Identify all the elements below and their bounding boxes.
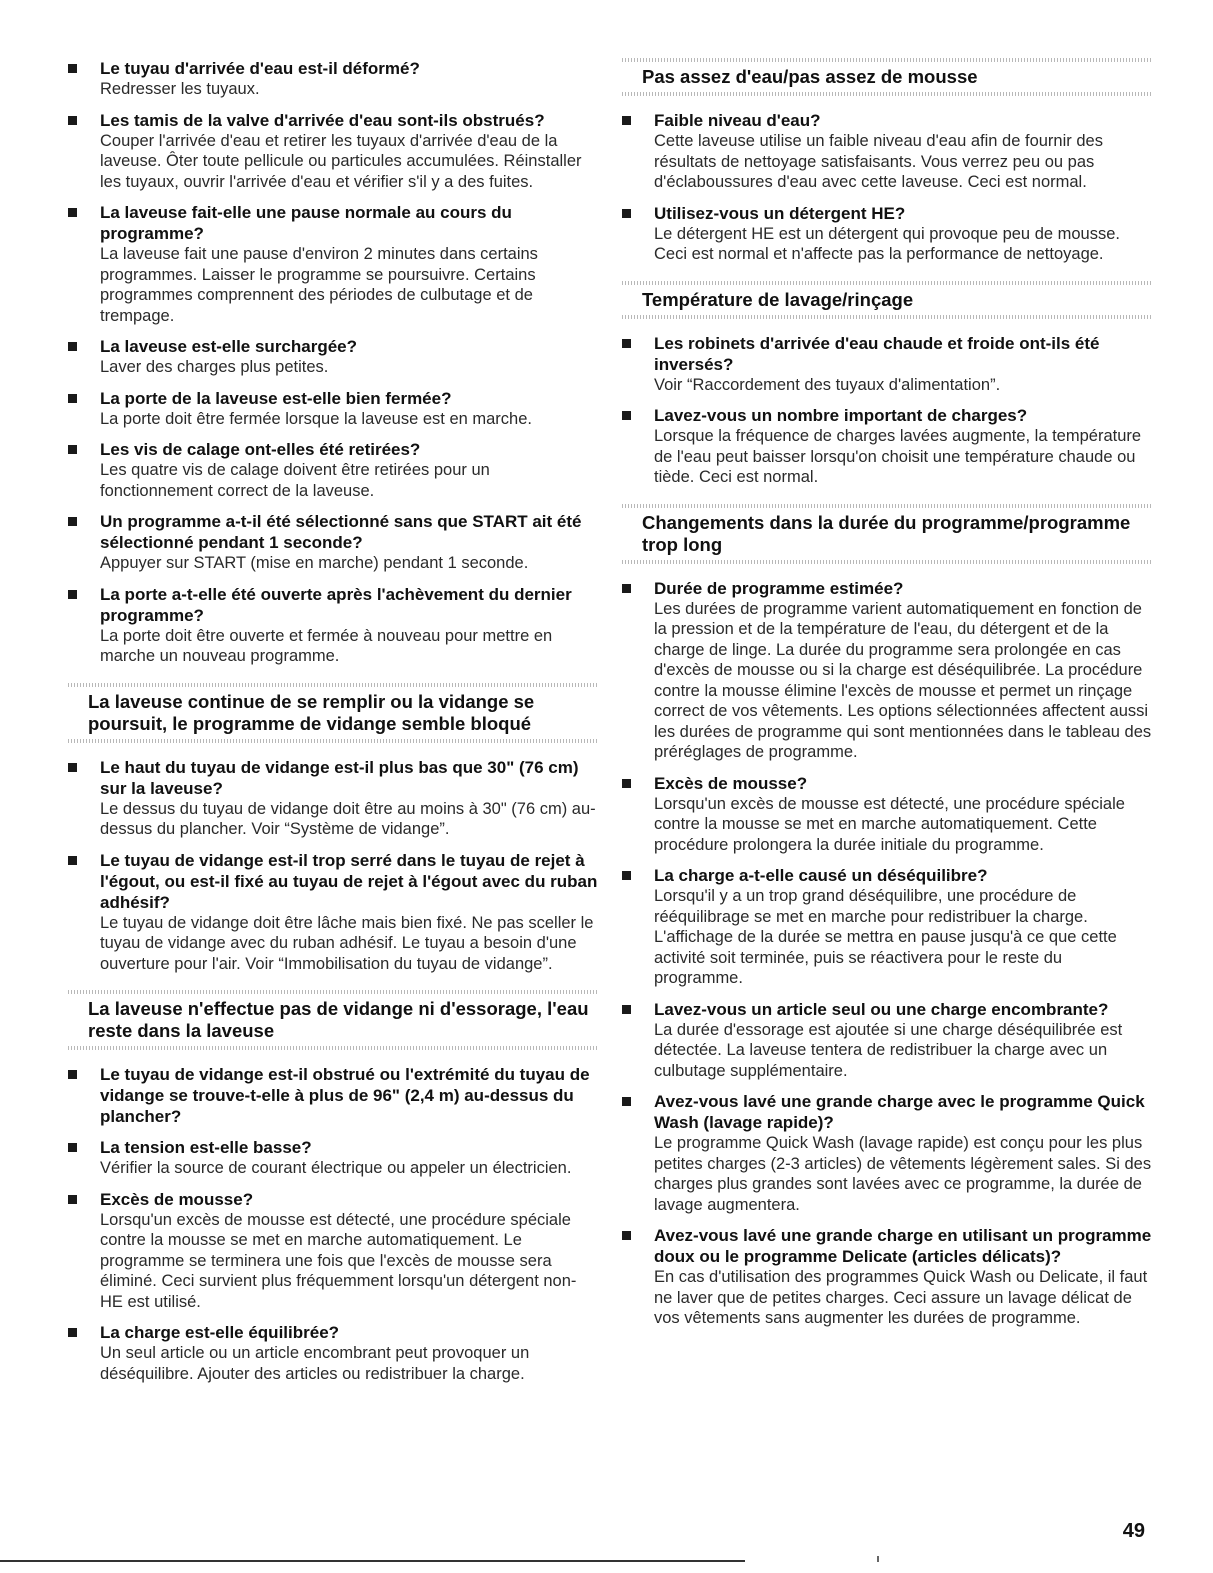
water-list	[622, 110, 1152, 265]
question: La charge a-t-elle causé un déséquilibre?	[654, 866, 988, 885]
question: Le tuyau de vidange est-il trop serré dans le tuyau de rejet à l'égout, ou est-il fixé au tuyau de rejet à l'égout avec du ruban adhésif?	[100, 850, 598, 912]
square-bullet-icon	[622, 339, 631, 348]
question: La laveuse est-elle surchargée?	[100, 337, 358, 356]
square-bullet-icon	[68, 856, 77, 865]
list-item	[68, 1064, 598, 1127]
answer: La durée d'essorage est ajoutée si une charge déséquilibrée est détectée. La laveuse tentera de redistribuer la charge avec un culbutage supplémentaire.	[654, 1020, 1123, 1080]
answer: Le programme Quick Wash (lavage rapide) est conçu pour les plus petites charges (2-3 articles) de vêtements légèrement sales. Si des charges plus grandes sont lavées avec ce programme, la durée de lavage augmentera.	[654, 1134, 1152, 1214]
answer: Cette laveuse utilise un faible niveau d'eau afin de fournir des résultats de nettoyage satisfaisants. Vous verrez peu ou pas d'éclaboussures d'eau avec cette laveuse. Ceci est normal.	[654, 132, 1103, 191]
answer: Lorsqu'il y a un trop grand déséquilibre, une procédure de rééquilibrage se met en marche pour redistribuer la charge. L'affichage de la durée se mettra en pause jusqu'à ce que cette activité soit terminée, puis se réactivera pour le reste du programme.	[654, 887, 1117, 987]
list-item	[68, 1189, 598, 1313]
answer: Lorsqu'un excès de mousse est détecté, une procédure spéciale contre la mousse se met en marche automatiquement. Le programme se terminera une fois que l'excès de mousse sera éliminé. Ceci survient plus fréquemment lorsqu'un détergent non-HE est utilisé.	[100, 1210, 577, 1311]
section-title: La laveuse n'effectue pas de vidange ni d'essorage, l'eau reste dans la laveuse	[88, 998, 589, 1041]
question: La charge est-elle équilibrée?	[100, 1323, 340, 1342]
answer: Laver des charges plus petites.	[100, 358, 329, 376]
question: La porte a-t-elle été ouverte après l'achèvement du dernier programme?	[100, 584, 572, 625]
question: Excès de mousse?	[654, 773, 808, 793]
answer: Lorsqu'un excès de mousse est détecté, une procédure spéciale contre la mousse se met en marche automatiquement. Cette procédure prolongera la durée initiale du programme.	[654, 794, 1125, 854]
square-bullet-icon	[622, 779, 631, 788]
list-item	[68, 1322, 598, 1384]
square-bullet-icon	[622, 584, 631, 593]
right-column	[622, 58, 1152, 1339]
square-bullet-icon	[68, 1328, 77, 1337]
question: Le haut du tuyau de vidange est-il plus bas que 30" (76 cm) sur la laveuse?	[100, 757, 579, 798]
section-heading-temp	[622, 281, 1152, 319]
bottom-tick	[877, 1556, 879, 1562]
answer: Les quatre vis de calage doivent être retirées pour un fonctionnement correct de la laveuse.	[100, 461, 490, 500]
square-bullet-icon	[68, 116, 77, 125]
square-bullet-icon	[68, 1143, 77, 1152]
question: Les tamis de la valve d'arrivée d'eau sont-ils obstrués?	[100, 110, 545, 130]
answer: Appuyer sur START (mise en marche) pendant 1 seconde.	[100, 554, 529, 572]
square-bullet-icon	[68, 64, 77, 73]
list-item	[622, 999, 1152, 1082]
answer: Vérifier la source de courant électrique ou appeler un électricien.	[100, 1159, 572, 1177]
answer: Redresser les tuyaux.	[100, 80, 260, 98]
answer: Le tuyau de vidange doit être lâche mais bien fixé. Ne pas sceller le tuyau de vidange avec du ruban adhésif. Le tuyau a besoin d'une ouverture pour l'air. Voir “Immobilisation du tuyau de vidange”.	[100, 913, 594, 973]
intro-list	[68, 58, 598, 667]
square-bullet-icon	[622, 411, 631, 420]
list-item	[622, 773, 1152, 856]
bottom-rule	[0, 1560, 745, 1562]
question: Avez-vous lavé une grande charge avec le programme Quick Wash (lavage rapide)?	[654, 1092, 1145, 1132]
square-bullet-icon	[68, 590, 77, 599]
list-item	[68, 439, 598, 501]
answer: Les durées de programme varient automatiquement en fonction de la pression et de la température de l'eau, du détergent et de la charge de linge. La durée du programme sera prolongée en cas d'excès de mousse ou si la charge est déséquilibrée. La procédure contre la mousse élimine l'excès de mousse et permet un rinçage correct de vos vêtements. Les options sélectionnées affectent aussi les durées de programme qui sont mentionnées dans le tableau des préréglages de programme.	[654, 599, 1152, 761]
list-item	[68, 202, 598, 326]
list-item	[622, 1225, 1152, 1329]
square-bullet-icon	[622, 116, 631, 125]
section-title: Température de lavage/rinçage	[642, 288, 914, 310]
left-column	[68, 58, 598, 1394]
list-item	[622, 110, 1152, 193]
list-item	[622, 1091, 1152, 1215]
temp-list	[622, 333, 1152, 488]
list-item	[622, 203, 1152, 265]
answer: La laveuse fait une pause d'environ 2 minutes dans certains programmes. Laisser le programme se poursuivre. Certains programmes comprennent des périodes de culbutage et de trempage.	[100, 245, 538, 325]
section-heading-drain	[68, 683, 598, 743]
list-item	[68, 1137, 598, 1179]
question: La laveuse fait-elle une pause normale au cours du programme?	[100, 203, 512, 243]
question: Utilisez-vous un détergent HE?	[654, 203, 906, 223]
section-heading-duration	[622, 504, 1152, 564]
square-bullet-icon	[68, 208, 77, 217]
square-bullet-icon	[622, 1231, 631, 1240]
answer: La porte doit être ouverte et fermée à nouveau pour mettre en marche un nouveau programme.	[100, 626, 553, 665]
square-bullet-icon	[68, 445, 77, 454]
square-bullet-icon	[622, 871, 631, 880]
section-heading-nodrain	[68, 990, 598, 1050]
list-item	[68, 511, 598, 574]
square-bullet-icon	[68, 1070, 77, 1079]
question: Excès de mousse?	[100, 1189, 254, 1209]
question: La porte de la laveuse est-elle bien fermée?	[100, 388, 452, 408]
section-title: Pas assez d'eau/pas assez de mousse	[642, 66, 978, 87]
answer: En cas d'utilisation des programmes Quick Wash ou Delicate, il faut ne laver que de petites charges. Ceci assure un lavage délicat de vos vêtements sans augmenter les durées de programme.	[654, 1268, 1148, 1327]
duration-list	[622, 578, 1152, 1329]
question: Un programme a-t-il été sélectionné sans que START ait été sélectionné pendant 1 seconde?	[100, 512, 582, 552]
list-item	[68, 584, 598, 667]
square-bullet-icon	[68, 1195, 77, 1204]
square-bullet-icon	[68, 517, 77, 526]
square-bullet-icon	[622, 1097, 631, 1106]
list-item	[68, 757, 598, 840]
section-heading-water	[622, 58, 1152, 96]
question: Le tuyau de vidange est-il obstrué ou l'extrémité du tuyau de vidange se trouve-t-elle à plus de 96" (2,4 m) au-dessus du plancher?	[100, 1065, 590, 1126]
list-item	[622, 865, 1152, 989]
answer: Un seul article ou un article encombrant peut provoquer un déséquilibre. Ajouter des articles ou redistribuer la charge.	[100, 1344, 530, 1383]
answer: Voir “Raccordement des tuyaux d'alimentation”.	[654, 375, 1001, 394]
square-bullet-icon	[68, 394, 77, 403]
question: Les robinets d'arrivée d'eau chaude et froide ont-ils été inversés?	[654, 333, 1100, 374]
answer: Le dessus du tuyau de vidange doit être au moins à 30" (76 cm) au-dessus du plancher. Voir “Système de vidange”.	[100, 799, 596, 838]
question: Les vis de calage ont-elles été retirées?	[100, 440, 421, 459]
question: Le tuyau d'arrivée d'eau est-il déformé?	[100, 59, 420, 78]
nodrain-list	[68, 1064, 598, 1384]
drain-list	[68, 757, 598, 975]
section-title: La laveuse continue de se remplir ou la vidange se poursuit, le programme de vidange semble bloqué	[88, 690, 535, 734]
section-title: Changements dans la durée du programme/programme trop long	[642, 511, 1131, 555]
list-item	[68, 850, 598, 975]
list-item	[68, 110, 598, 193]
square-bullet-icon	[622, 1005, 631, 1014]
list-item	[622, 405, 1152, 488]
question: Faible niveau d'eau?	[654, 111, 821, 130]
answer: Couper l'arrivée d'eau et retirer les tuyaux d'arrivée d'eau de la laveuse. Ôter toute pellicule ou particules accumulées. Réinstaller les tuyaux, ouvrir l'arrivée d'eau et vérifier s'il y a des fuites.	[100, 131, 582, 191]
answer: Lorsque la fréquence de charges lavées augmente, la température de l'eau peut baisser lorsqu'on choisit une température chaude ou tiède. Ceci est normal.	[654, 427, 1142, 486]
question: Avez-vous lavé une grande charge en utilisant un programme doux ou le programme Delicate (articles délicats)?	[654, 1226, 1152, 1266]
list-item	[68, 58, 598, 100]
answer: La porte doit être fermée lorsque la laveuse est en marche.	[100, 409, 532, 428]
answer: Le détergent HE est un détergent qui provoque peu de mousse. Ceci est normal et n'affecte pas la performance de nettoyage.	[654, 224, 1120, 263]
question: Durée de programme estimée?	[654, 578, 904, 598]
question: Lavez-vous un article seul ou une charge encombrante?	[654, 999, 1109, 1019]
list-item	[68, 336, 598, 378]
page-number: 49	[1122, 1520, 1145, 1542]
list-item	[68, 388, 598, 430]
list-item	[622, 578, 1152, 763]
square-bullet-icon	[68, 763, 77, 772]
square-bullet-icon	[622, 209, 631, 218]
question: Lavez-vous un nombre important de charges?	[654, 406, 1028, 425]
list-item	[622, 333, 1152, 396]
question: La tension est-elle basse?	[100, 1138, 312, 1157]
square-bullet-icon	[68, 342, 77, 351]
